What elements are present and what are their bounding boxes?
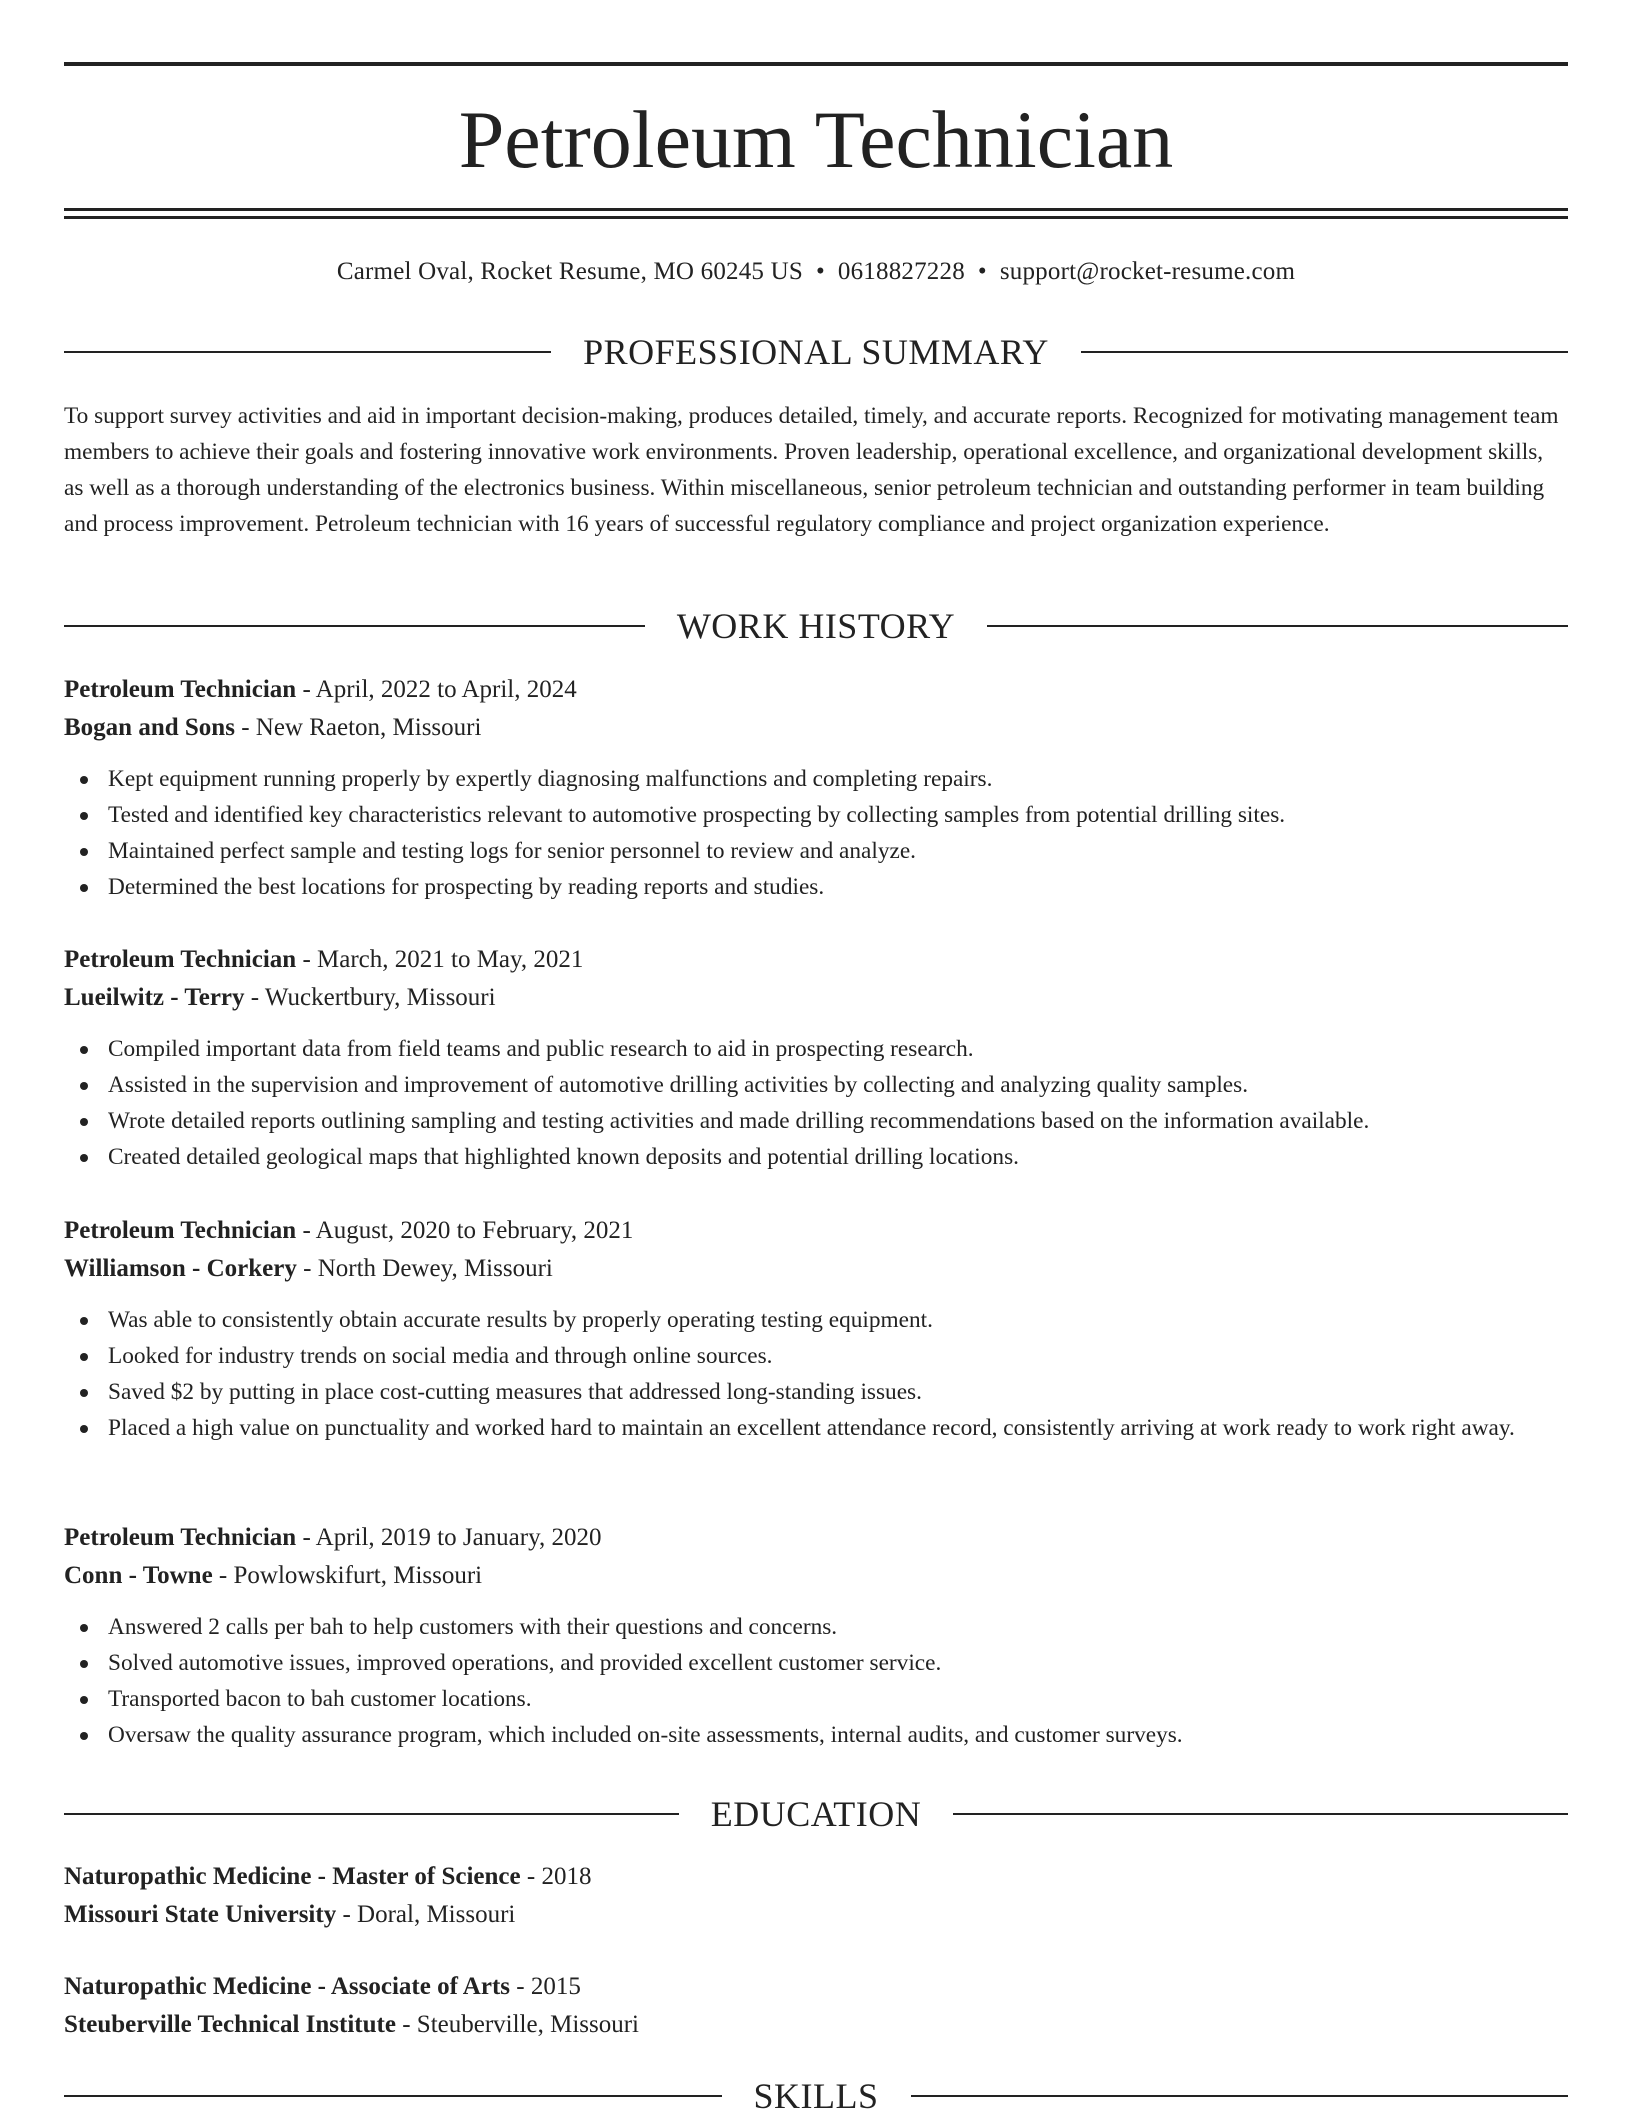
job-bullets <box>64 761 1568 905</box>
job-title-row <box>64 671 1568 709</box>
job-bullet: Saved $2 by putting in place cost-cutting measures that addressed long-standing issues. <box>64 1374 1568 1410</box>
job-bullet: Wrote detailed reports outlining sampling and testing activities and made drilling recommendations based on the information available. <box>64 1103 1568 1139</box>
job-bullets <box>64 1609 1568 1753</box>
heading-rule-right <box>911 2095 1569 2097</box>
top-rule <box>64 62 1568 66</box>
job-entry <box>64 1212 1568 1446</box>
job-bullet: Assisted in the supervision and improvement of automotive drilling activities by collecting and analyzing quality samples. <box>64 1067 1568 1103</box>
job-bullet: Tested and identified key characteristics relevant to automotive prospecting by collecting samples from potential drilling sites. <box>64 797 1568 833</box>
education-degree-row <box>64 1968 1568 2006</box>
job-bullets <box>64 1302 1568 1446</box>
job-bullet: Solved automotive issues, improved operations, and provided excellent customer service. <box>64 1645 1568 1681</box>
education-entry <box>64 1968 1568 2044</box>
job-company: Bogan and Sons <box>64 714 235 741</box>
education-degree: Naturopathic Medicine - Associate of Arts <box>64 1973 511 2000</box>
job-entry <box>64 941 1568 1175</box>
heading-rule-right <box>1081 351 1568 353</box>
job-company: Williamson - Corkery <box>64 1255 297 1282</box>
job-company-row <box>64 709 1568 747</box>
job-dates: - April, 2022 to April, 2024 <box>296 676 577 703</box>
summary-text: To support survey activities and aid in important decision-making, produces detailed, timely, and accurate reports. Recognized for motivating management team members to achieve their goals and fostering innovative work environments. Proven leadership, operational excellence, and organizational development skills, as well as a thorough understanding of the electronics business. Within miscellaneous, senior petroleum technician and outstanding performer in team building and process improvement. Petroleum technician with 16 years of successful regulatory compliance and project organization experience. <box>64 403 1559 537</box>
heading-rule-left <box>64 1813 679 1815</box>
job-bullet: Maintained perfect sample and testing logs for senior personnel to review and analyze. <box>64 833 1568 869</box>
contact-separator: • <box>977 258 987 285</box>
education-heading <box>64 1790 1568 1838</box>
job-location: - Wuckertbury, Missouri <box>244 984 496 1011</box>
contact-email: support@rocket-resume.com <box>999 258 1296 285</box>
job-location: - Powlowskifurt, Missouri <box>212 1562 483 1589</box>
job-bullet: Was able to consistently obtain accurate results by properly operating testing equipment. <box>64 1302 1568 1338</box>
job-bullet: Transported bacon to bah customer locations. <box>64 1681 1568 1717</box>
job-location: - North Dewey, Missouri <box>296 1255 553 1282</box>
job-bullet: Compiled important data from field teams and public research to aid in prospecting research. <box>64 1031 1568 1067</box>
education-entry <box>64 1858 1568 1934</box>
job-bullet: Placed a high value on punctuality and worked hard to maintain an excellent attendance record, consistently arriving at work ready to work right away. <box>64 1410 1568 1446</box>
education-school: Missouri State University <box>64 1901 337 1928</box>
title-rule-upper <box>64 208 1568 211</box>
job-title-row <box>64 1212 1568 1250</box>
education-degree-row <box>64 1858 1568 1896</box>
work-history-heading <box>64 602 1568 650</box>
work-history-heading-label: WORK HISTORY <box>676 606 956 646</box>
job-company-row <box>64 979 1568 1017</box>
heading-rule-right <box>953 1813 1568 1815</box>
education-location: - Doral, Missouri <box>336 1901 516 1928</box>
education-school: Steuberville Technical Institute <box>64 2011 396 2038</box>
heading-rule-left <box>64 625 645 627</box>
job-bullet: Kept equipment running properly by expertly diagnosing malfunctions and completing repairs. <box>64 761 1568 797</box>
job-company: Lueilwitz - Terry <box>64 984 245 1011</box>
job-bullet: Oversaw the quality assurance program, which included on-site assessments, internal audits, and customer surveys. <box>64 1717 1568 1753</box>
job-entry <box>64 1519 1568 1753</box>
heading-rule-left <box>64 351 551 353</box>
resume-title: Petroleum Technician <box>458 94 1174 185</box>
contact-phone: 0618827228 <box>837 258 965 285</box>
skills-heading <box>64 2072 1568 2120</box>
education-year: - 2015 <box>510 1973 581 2000</box>
job-title: Petroleum Technician <box>64 1524 297 1551</box>
job-bullet: Looked for industry trends on social media and through online sources. <box>64 1338 1568 1374</box>
job-dates: - August, 2020 to February, 2021 <box>296 1217 634 1244</box>
education-year: - 2018 <box>520 1863 592 1890</box>
contact-line <box>64 252 1568 292</box>
job-company: Conn - Towne <box>64 1562 213 1589</box>
job-title: Petroleum Technician <box>64 946 297 973</box>
job-company-row <box>64 1250 1568 1288</box>
job-title: Petroleum Technician <box>64 676 297 703</box>
summary-heading-label: PROFESSIONAL SUMMARY <box>583 332 1049 372</box>
education-heading-label: EDUCATION <box>710 1794 922 1834</box>
job-entry <box>64 671 1568 905</box>
job-location: - New Raeton, Missouri <box>234 714 482 741</box>
heading-rule-right <box>987 625 1568 627</box>
job-bullet: Determined the best locations for prospecting by reading reports and studies. <box>64 869 1568 905</box>
heading-rule-left <box>64 2095 722 2097</box>
education-degree: Naturopathic Medicine - Master of Science <box>64 1863 521 1890</box>
skills-heading-label: SKILLS <box>753 2076 879 2116</box>
job-bullet: Answered 2 calls per bah to help customers with their questions and concerns. <box>64 1609 1568 1645</box>
job-bullet: Created detailed geological maps that highlighted known deposits and potential drilling locations. <box>64 1139 1568 1175</box>
contact-separator: • <box>815 258 825 285</box>
job-company-row <box>64 1557 1568 1595</box>
job-dates: - March, 2021 to May, 2021 <box>296 946 584 973</box>
education-location: - Steuberville, Missouri <box>395 2011 639 2038</box>
title-rule-lower <box>64 216 1568 219</box>
education-school-row <box>64 1896 1568 1934</box>
job-title-row <box>64 1519 1568 1557</box>
job-bullets <box>64 1031 1568 1175</box>
education-school-row <box>64 2006 1568 2044</box>
summary-heading <box>64 328 1568 376</box>
job-title: Petroleum Technician <box>64 1217 297 1244</box>
contact-address: Carmel Oval, Rocket Resume, MO 60245 US <box>336 258 803 285</box>
job-title-row <box>64 941 1568 979</box>
job-dates: - April, 2019 to January, 2020 <box>296 1524 602 1551</box>
